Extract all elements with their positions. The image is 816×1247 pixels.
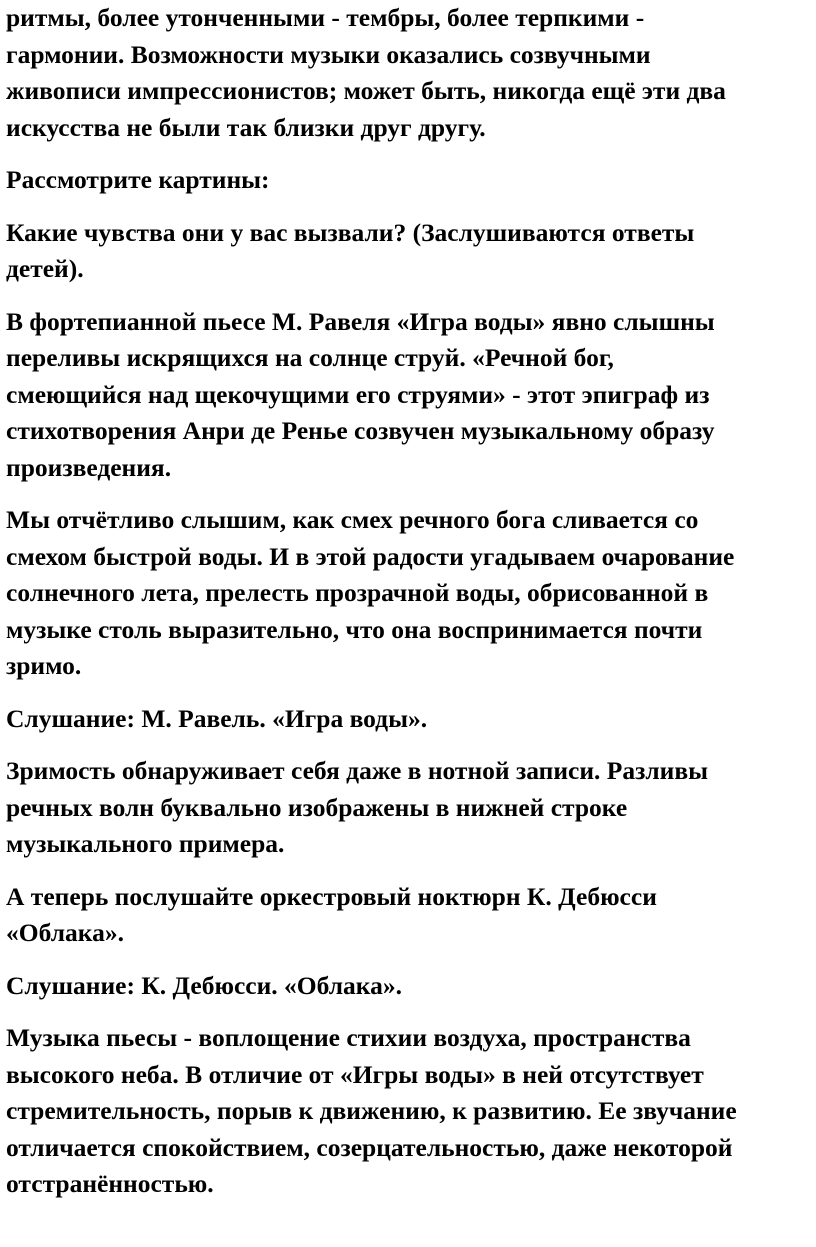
text-line: высокого неба. В отличие от «Игры воды» в ней отсутствует [6,1059,704,1089]
text-line: музыке столь выразительно, что она воспринимается почти [6,614,703,644]
text-line: речных волн буквально изображены в нижней строке [6,792,628,822]
paragraph-debussy-intro [6,879,810,952]
text-line: Рассмотрите картины: [6,165,270,194]
text-line: отстранённостью. [6,1169,214,1198]
text-line: Мы отчётливо слышим, как смех речного бога сливается со [6,505,699,534]
text-line: отличается спокойствием, созерцательностью, даже некоторой [6,1132,733,1162]
paragraph-question-feelings [6,215,810,288]
text-line: гармонии. Возможности музыки оказались созвучными [6,39,651,69]
text-line: солнечного лета, прелесть прозрачной воды, обрисованной в [6,578,709,607]
text-line: смехом быстрой воды. И в этой радости угадываем очарование [6,541,735,571]
paragraph-listening-ravel [6,701,810,738]
text-line: стремительность, порыв к движению, к развитию. Ее звучание [6,1096,737,1125]
text-line: «Облака». [6,918,124,947]
text-line: Слушание: К. Дебюсси. «Облака». [6,970,402,1000]
paragraph-impressionism-intro [6,0,810,146]
text-line: В фортепианной пьесе М. Равеля «Игра воды» явно слышны [6,306,715,336]
text-line: Слушание: М. Равель. «Игра воды». [6,703,428,733]
paragraph-look-at-paintings [6,162,810,199]
text-line: живописи импрессионистов; может быть, никогда ещё эти два [6,76,726,105]
text-line: стихотворения Анри де Ренье созвучен музыкальному образу [6,416,715,445]
text-line: музыкального примера. [6,829,285,858]
text-line: смеющийся над щекочущими его струями» - этот эпиграф из [6,379,710,409]
paragraph-clouds-description [6,1020,810,1203]
paragraph-ravel-jeux-deau [6,304,810,487]
paragraph-river-god-laughter [6,502,810,685]
text-line: А теперь послушайте оркестровый ноктюрн К. Дебюсси [6,881,657,911]
text-line: зримо. [6,651,82,680]
text-line: детей). [6,254,84,283]
text-line: ритмы, более утонченными - тембры, более терпкими - [6,3,645,32]
paragraph-listening-debussy [6,968,810,1005]
text-line: Зримость обнаруживает себя даже в нотной записи. Разливы [6,756,709,785]
text-line: искусства не были так близки друг другу. [6,112,486,142]
text-line: переливы искрящихся на солнце струй. «Речной бог, [6,343,614,372]
text-line: Музыка пьесы - воплощение стихии воздуха, пространства [6,1023,691,1052]
text-line: произведения. [6,452,172,482]
text-line: Какие чувства они у вас вызвали? (Заслушиваются ответы [6,217,695,247]
paragraph-visibility-in-notation [6,753,810,863]
